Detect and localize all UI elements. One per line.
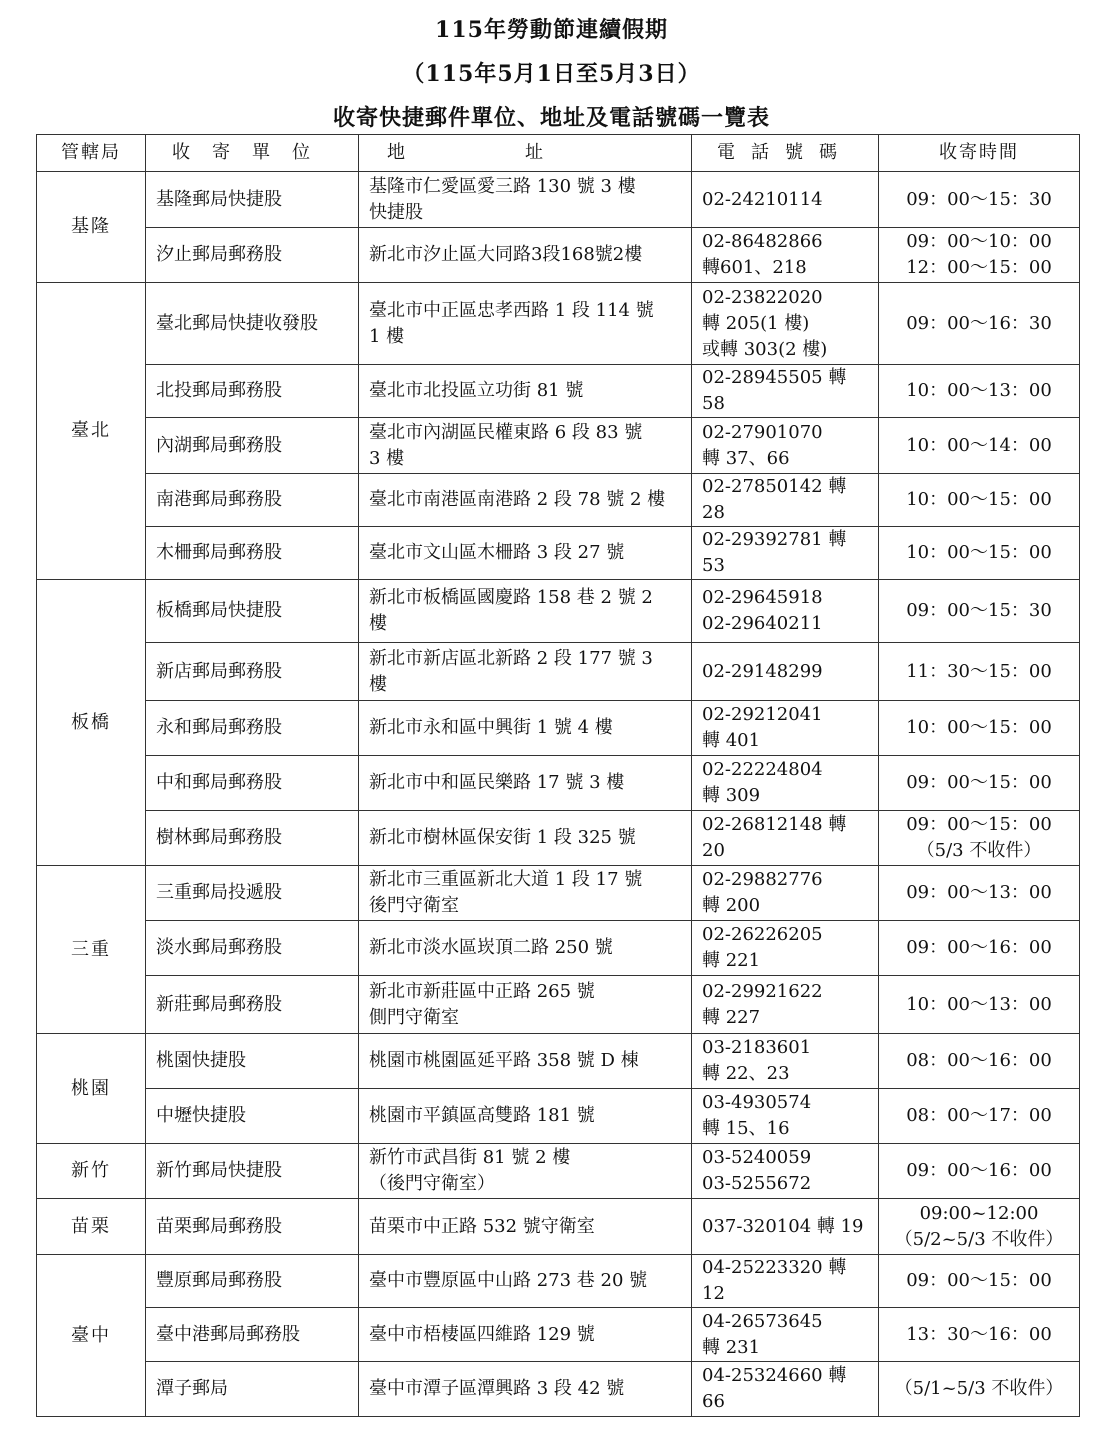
cell-line: 10：00～15：00 [906,489,1052,510]
table-body [37,172,1080,1417]
cell-line: 樓 [369,613,387,634]
table-row [37,228,1080,283]
hours-cell [879,921,1080,976]
cell-line: 後門守衛室 [369,895,459,916]
cell-line: 臺北市北投區立功街 81 號 [369,380,584,401]
cell-line: 轉 37、66 [702,447,790,469]
address-cell [359,921,692,976]
unit-cell: 豐原郵局郵務股 [146,1255,359,1308]
cell-line: 02-27850142 轉 28 [702,476,847,523]
table-row [37,866,1080,921]
phone-cell [692,701,879,756]
cell-line: 新北市淡水區崁頂二路 250 號 [369,937,613,958]
table-row [37,756,1080,811]
cell-line: 桃園市平鎮區高雙路 181 號 [369,1105,595,1126]
cell-line: 臺北市文山區木柵路 3 段 27 號 [369,542,625,563]
cell-line: 03-2183601 [702,1037,812,1058]
hours-cell [879,756,1080,811]
unit-cell: 臺北郵局快捷收發股 [146,283,359,365]
bureau-cell: 基隆 [37,172,146,283]
cell-line: 02-26226205 [702,924,823,945]
bureau-cell: 板橋 [37,580,146,866]
cell-line: 02-28945505 轉 58 [702,367,847,414]
table-row [37,1034,1080,1089]
unit-cell: 新莊郵局郵務股 [146,976,359,1034]
table-row [37,580,1080,643]
cell-line: 新北市中和區民樂路 17 號 3 樓 [369,772,625,793]
table-row [37,643,1080,701]
cell-line: 08：00～16：00 [906,1050,1052,1071]
cell-line: 04-25223320 轉 12 [702,1257,847,1304]
cell-line: 02-22224804 [702,759,823,780]
cell-line: 09：00～10：00 [906,231,1052,252]
cell-line: 03-5240059 [702,1147,812,1168]
hours-cell [879,1089,1080,1144]
address-cell [359,756,692,811]
table-row [37,701,1080,756]
cell-line: 12：00～15：00 [906,257,1052,278]
table-row [37,365,1080,418]
cell-line: 桃園市桃園區延平路 358 號 D 棟 [369,1050,639,1071]
hours-cell [879,811,1080,866]
phone-cell [692,756,879,811]
table-row [37,976,1080,1034]
bureau-cell: 新竹 [37,1144,146,1199]
address-cell [359,283,692,365]
address-cell [359,1144,692,1199]
cell-line: 轉 15、16 [702,1118,790,1139]
hours-cell [879,643,1080,701]
post-office-table [36,134,1080,1417]
cell-line: 轉 205(1 樓) [702,312,810,334]
header-address: 地址 [359,135,692,172]
cell-line: （5/3 不收件） [916,840,1042,861]
hours-cell [879,701,1080,756]
phone-cell [692,866,879,921]
table-row [37,1362,1080,1417]
cell-line: 快捷股 [369,201,423,223]
phone-cell [692,643,879,701]
cell-line: 10：00～13：00 [906,993,1052,1015]
address-cell [359,701,692,756]
header-unit: 收寄單位 [146,135,359,172]
phone-cell [692,1089,879,1144]
cell-line: 1 樓 [369,325,405,347]
cell-line: （後門守衛室） [369,1173,495,1194]
cell-line: 02-27901070 [702,421,823,443]
phone-cell [692,172,879,228]
cell-line: 新竹市武昌街 81 號 2 樓 [369,1147,571,1168]
cell-line: 臺北市南港區南港路 2 段 78 號 2 樓 [369,489,666,510]
cell-line: 新北市板橋區國慶路 158 巷 2 號 2 [369,587,653,608]
cell-line: 轉 231 [702,1336,761,1358]
table-row [37,1089,1080,1144]
cell-line: 轉 200 [702,895,761,916]
cell-line: 臺北市中正區忠孝西路 1 段 114 號 [369,299,654,321]
cell-line: 09：00～16：00 [906,1160,1052,1181]
cell-line: （5/2~5/3 不收件） [894,1228,1064,1250]
address-cell [359,1199,692,1255]
unit-cell: 中壢快捷股 [146,1089,359,1144]
hours-cell [879,976,1080,1034]
hours-cell [879,228,1080,283]
table-row [37,811,1080,866]
unit-cell: 中和郵局郵務股 [146,756,359,811]
phone-cell [692,976,879,1034]
unit-cell: 北投郵局郵務股 [146,365,359,418]
cell-line: 037-320104 轉 19 [702,1215,864,1237]
address-cell [359,1255,692,1308]
unit-cell: 樹林郵局郵務股 [146,811,359,866]
header-bureau: 管轄局 [37,135,146,172]
header-phone: 電話號碼 [692,135,879,172]
cell-line: 10：00～15：00 [906,542,1052,563]
unit-cell: 汐止郵局郵務股 [146,228,359,283]
cell-line: 09：00～15：00 [906,772,1052,793]
unit-cell: 桃園快捷股 [146,1034,359,1089]
address-cell [359,1308,692,1362]
cell-line: 02-26812148 轉 20 [702,814,847,861]
cell-line: 04-25324660 轉 66 [702,1365,847,1412]
unit-cell: 潭子郵局 [146,1362,359,1417]
table-row [37,474,1080,527]
table-row [37,418,1080,474]
phone-cell [692,283,879,365]
cell-line: 08：00～17：00 [906,1105,1052,1126]
cell-line: （5/1~5/3 不收件） [894,1378,1064,1399]
cell-line: 03-4930574 [702,1092,812,1113]
cell-line: 02-86482866 [702,231,823,252]
cell-line: 轉601、218 [702,257,807,278]
cell-line: 09:00~12:00 [919,1202,1039,1224]
unit-cell: 永和郵局郵務股 [146,701,359,756]
cell-line: 轉 221 [702,950,761,971]
phone-cell [692,1199,879,1255]
cell-line: 03-5255672 [702,1173,812,1194]
cell-line: 新北市汐止區大同路3段168號2樓 [369,244,643,265]
unit-cell: 淡水郵局郵務股 [146,921,359,976]
cell-line: 基隆市仁愛區愛三路 130 號 3 樓 [369,175,636,197]
cell-line: 13：30～16：00 [906,1323,1052,1345]
cell-line: 新北市新莊區中正路 265 號 [369,980,595,1002]
cell-line: 09：00～16：30 [906,312,1052,334]
bureau-cell: 三重 [37,866,146,1034]
table-header-row [37,135,1080,172]
address-cell [359,866,692,921]
phone-cell [692,228,879,283]
address-cell [359,172,692,228]
phone-cell [692,921,879,976]
cell-line: 新北市三重區新北大道 1 段 17 號 [369,869,643,890]
page-footer [0,1428,1103,1440]
hours-cell [879,866,1080,921]
title-line-2: （115年5月1日至5月3日） [402,61,701,87]
table-row [37,172,1080,228]
cell-line: 02-29882776 [702,869,823,890]
cell-line: 轉 22、23 [702,1063,790,1084]
address-cell [359,474,692,527]
phone-cell [692,811,879,866]
cell-line: 10：00～13：00 [906,380,1052,401]
address-cell [359,228,692,283]
cell-line: 臺中市豐原區中山路 273 巷 20 號 [369,1270,648,1291]
bureau-cell: 桃園 [37,1034,146,1144]
unit-cell: 三重郵局投遞股 [146,866,359,921]
hours-cell [879,418,1080,474]
unit-cell: 內湖郵局郵務股 [146,418,359,474]
phone-cell [692,580,879,643]
hours-cell [879,1199,1080,1255]
address-cell [359,418,692,474]
cell-line: 樓 [369,673,387,695]
phone-cell [692,1255,879,1308]
phone-cell [692,527,879,580]
table-row [37,1144,1080,1199]
cell-line: 09：00～15：30 [906,188,1052,210]
hours-cell [879,1255,1080,1308]
hours-cell [879,365,1080,418]
cell-line: 新北市永和區中興街 1 號 4 樓 [369,717,613,738]
table-row [37,1199,1080,1255]
cell-line: 轉 227 [702,1006,761,1028]
unit-cell: 臺中港郵局郵務股 [146,1308,359,1362]
hours-cell [879,283,1080,365]
cell-line: 10：00～14：00 [906,434,1052,456]
address-cell [359,643,692,701]
address-cell [359,1089,692,1144]
phone-cell [692,1144,879,1199]
phone-cell [692,418,879,474]
cell-line: 側門守衛室 [369,1006,459,1028]
header-hours: 收寄時間 [879,135,1080,172]
bureau-cell: 臺北 [37,283,146,580]
cell-line: 09：00～16：00 [906,937,1052,958]
phone-cell [692,1308,879,1362]
unit-cell: 南港郵局郵務股 [146,474,359,527]
cell-line: 09：00～13：00 [906,882,1052,903]
hours-cell [879,1308,1080,1362]
bureau-cell: 臺中 [37,1255,146,1417]
cell-line: 02-29392781 轉 53 [702,529,847,576]
hours-cell [879,172,1080,228]
cell-line: 11：30～15：00 [906,660,1052,682]
title-line-3: 收寄快捷郵件單位、地址及電話號碼一覽表 [332,105,770,131]
cell-line: 10：00～15：00 [906,717,1052,738]
cell-line: 02-29148299 [702,660,823,682]
address-cell [359,580,692,643]
hours-cell [879,1144,1080,1199]
address-cell [359,811,692,866]
cell-line: 02-23822020 [702,286,823,308]
table-row [37,921,1080,976]
unit-cell: 基隆郵局快捷股 [146,172,359,228]
phone-cell [692,1362,879,1417]
cell-line: 或轉 303(2 樓) [702,338,828,360]
cell-line: 02-29921622 [702,980,823,1002]
unit-cell: 木柵郵局郵務股 [146,527,359,580]
cell-line: 苗栗市中正路 532 號守衛室 [369,1215,595,1237]
cell-line: 新北市新店區北新路 2 段 177 號 3 [369,647,653,669]
hours-cell [879,580,1080,643]
address-cell [359,1034,692,1089]
hours-cell [879,1362,1080,1417]
hours-cell [879,527,1080,580]
cell-line: 臺中市潭子區潭興路 3 段 42 號 [369,1378,625,1399]
address-cell [359,527,692,580]
address-cell [359,1362,692,1417]
table-row [37,527,1080,580]
table-row [37,1308,1080,1362]
cell-line: 09：00～15：30 [906,600,1052,621]
cell-line: 臺北市內湖區民權東路 6 段 83 號 [369,421,643,443]
title-line-1: 115年勞動節連續假期 [435,17,668,43]
unit-cell: 新竹郵局快捷股 [146,1144,359,1199]
hours-cell [879,1034,1080,1089]
cell-line: 09：00～15：00 [906,1270,1052,1291]
cell-line: 新北市樹林區保安街 1 段 325 號 [369,827,636,848]
cell-line: 02-24210114 [702,188,823,210]
table-row [37,1255,1080,1308]
table-row [37,283,1080,365]
cell-line: 02-29640211 [702,613,823,634]
cell-line: 02-29212041 [702,704,823,725]
phone-cell [692,365,879,418]
cell-line: 02-29645918 [702,587,823,608]
unit-cell: 板橋郵局快捷股 [146,580,359,643]
cell-line: 04-26573645 [702,1310,823,1332]
cell-line: 臺中市梧棲區四維路 129 號 [369,1323,595,1345]
address-cell [359,365,692,418]
hours-cell [879,474,1080,527]
cell-line: 轉 401 [702,730,761,751]
document-title [0,8,1103,140]
phone-cell [692,474,879,527]
bureau-cell: 苗栗 [37,1199,146,1255]
address-cell [359,976,692,1034]
cell-line: 09：00～15：00 [906,814,1052,835]
cell-line: 3 樓 [369,447,405,469]
unit-cell: 新店郵局郵務股 [146,643,359,701]
phone-cell [692,1034,879,1089]
unit-cell: 苗栗郵局郵務股 [146,1199,359,1255]
cell-line: 轉 309 [702,785,761,806]
